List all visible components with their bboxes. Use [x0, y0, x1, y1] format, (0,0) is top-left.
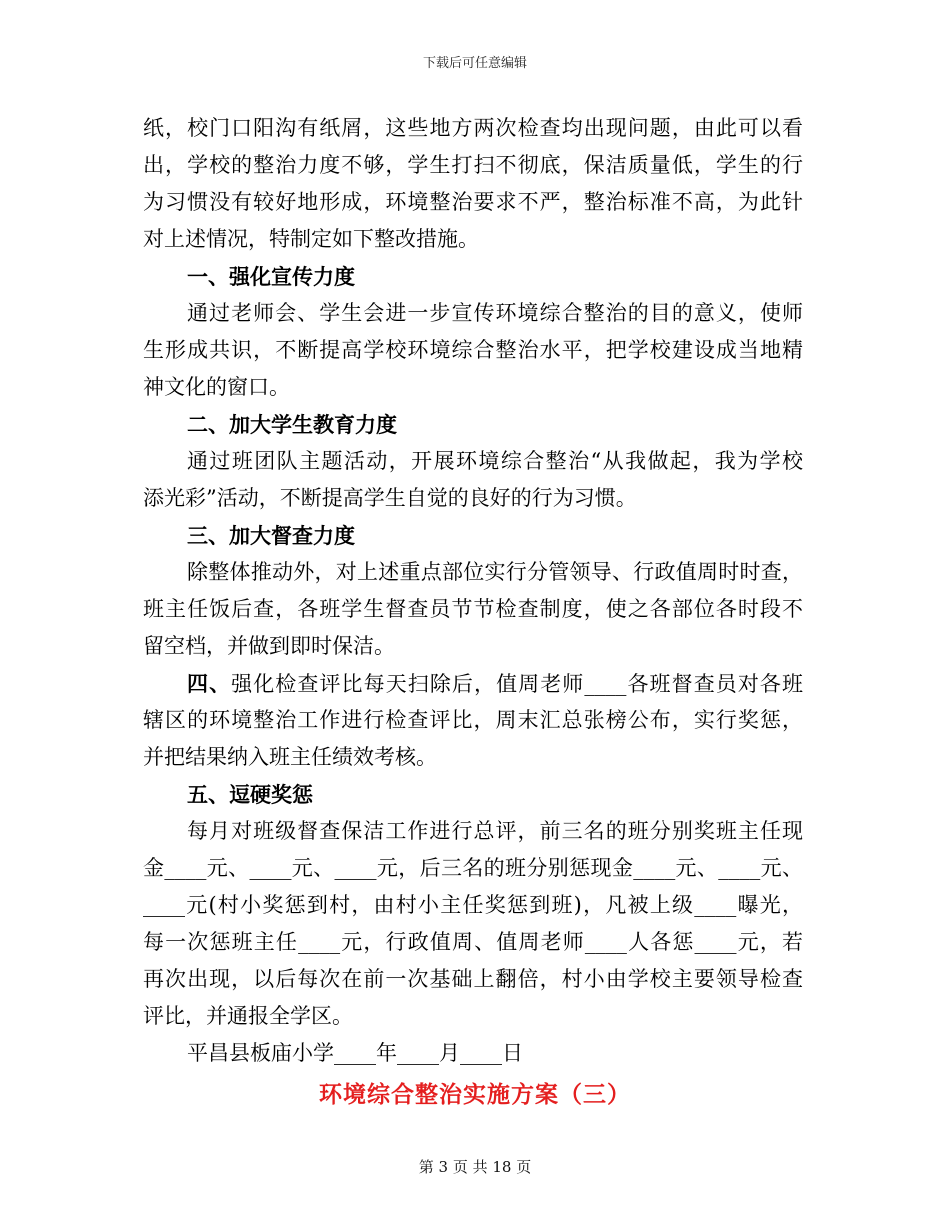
body-line: 再次出现，以后每次在前一次基础上翻倍，村小由学校主要领导检查	[143, 967, 803, 991]
section-heading-4-paragraph: 四、强化检查评比每天扫除后，值周老师____各班督查员对各班	[187, 671, 804, 696]
body-line: 班主任饭后查，各班学生督查员节节检查制度，使之各部位各时段不	[143, 597, 803, 621]
body-line: 添光彩”活动，不断提高学生自觉的良好的行为习惯。	[143, 486, 637, 510]
body-line: 评比，并通报全学区。	[143, 1004, 353, 1028]
page-header-note: 下载后可任意编辑	[422, 56, 527, 71]
body-line: 每一次惩班主任____元，行政值周、值周老师____人各惩____元，若	[143, 930, 803, 954]
section-heading-5: 五、逗硬奖惩	[187, 782, 313, 807]
body-line: 通过老师会、学生会进一步宣传环境综合整治的目的意义，使师	[187, 301, 803, 325]
signature-line: 平昌县板庙小学____年____月____日	[187, 1041, 523, 1065]
body-line: 为习惯没有较好地形成，环境整治要求不严，整治标准不高，为此针	[143, 190, 803, 214]
body-line: 出，学校的整治力度不够，学生打扫不彻底，保洁质量低，学生的行	[143, 153, 803, 177]
body-line: 并把结果纳入班主任绩效考核。	[143, 745, 437, 769]
body-line: 留空档，并做到即时保洁。	[143, 634, 395, 658]
page-footer: 第 3 页 共 18 页	[418, 1158, 532, 1176]
section-title: 环境综合整治实施方案（三）	[319, 1081, 631, 1108]
body-line: ____元(村小奖惩到村，由村小主任奖惩到班)，凡被上级____曝光，	[143, 893, 803, 917]
body-line: 通过班团队主题活动，开展环境综合整治“从我做起，我为学校	[187, 449, 803, 473]
section-heading-3: 三、加大督查力度	[187, 523, 355, 548]
document-body	[143, 110, 803, 1072]
section-heading-1: 一、强化宣传力度	[187, 264, 355, 289]
body-line: 每月对班级督查保洁工作进行总评，前三名的班分别奖班主任现	[187, 819, 803, 843]
body-line: 纸，校门口阳沟有纸屑，这些地方两次检查均出现问题，由此可以看	[143, 116, 803, 140]
body-line: 对上述情况，特制定如下整改措施。	[143, 227, 479, 251]
section-heading-2: 二、加大学生教育力度	[187, 412, 397, 437]
section-heading-4-number: 四、	[187, 671, 232, 696]
body-line: 生形成共识，不断提高学校环境综合整治水平，把学校建设成当地精	[143, 338, 803, 362]
body-line: 神文化的窗口。	[143, 375, 290, 399]
body-line: 除整体推动外，对上述重点部位实行分管领导、行政值周时时查，	[187, 560, 803, 584]
body-line: 辖区的环境整治工作进行检查评比，周末汇总张榜公布，实行奖惩，	[143, 708, 803, 732]
body-line: 金____元、____元、____元，后三名的班分别惩现金____元、____元、	[143, 856, 803, 880]
